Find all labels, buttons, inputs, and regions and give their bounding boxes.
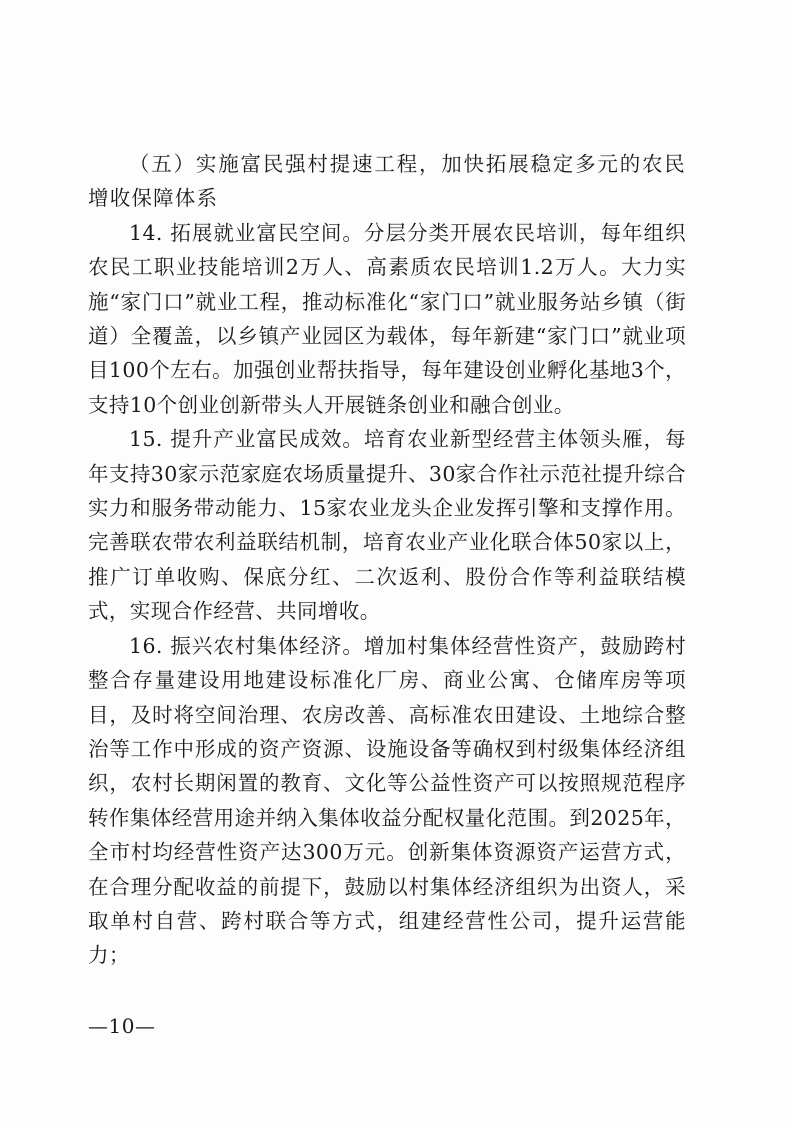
paragraph-14: 14. 拓展就业富民空间。分层分类开展农民培训，每年组织农民工职业技能培训2万人、高素质农民培训1.2万人。大力实施“家门口”就业工程，推动标准化“家门口”就业服务站乡镇（街道）全覆盖，以乡镇产业园区为载体，每年新建“家门口”就业项目100个左右。加强创业帮扶指导，每年建设创业孵化基地3个，支持10个创业创新带头人开展链条创业和融合创业。 [88,220,686,417]
paragraph-15: 15. 提升产业富民成效。培育农业新型经营主体领头雁，每年支持30家示范家庭农场质量提升、30家合作社示范社提升综合实力和服务带动能力、15家农业龙头企业发挥引擎和支撑作用。完善联农带农利益联结机制，培育农业产业化联合体50家以上，推广订单收购、保底分红、二次返利、股份合作等利益联结模式，实现合作经营、共同增收。 [88,427,686,624]
document-body [88,147,686,973]
section-heading: （五）实施富民强村提速工程，加快拓展稳定多元的农民增收保障体系 [88,152,686,211]
page-number: —10— [88,1014,156,1038]
paragraph-16: 16. 振兴农村集体经济。增加村集体经营性资产，鼓励跨村整合存量建设用地建设标准化厂房、商业公寓、仓储库房等项目，及时将空间治理、农房改善、高标准农田建设、土地综合整治等工作中形成的资产资源、设施设备等确权到村级集体经济组织，农村长期闲置的教育、文化等公益性资产可以按照规范程序转作集体经营用途并纳入集体收益分配权量化范围。到2025年，全市村均经营性资产达300万元。创新集体资源资产运营方式，在合理分配收益的前提下，鼓励以村集体经济组织为出资人，采取单村自营、跨村联合等方式，组建经营性公司，提升运营能力； [88,633,686,968]
